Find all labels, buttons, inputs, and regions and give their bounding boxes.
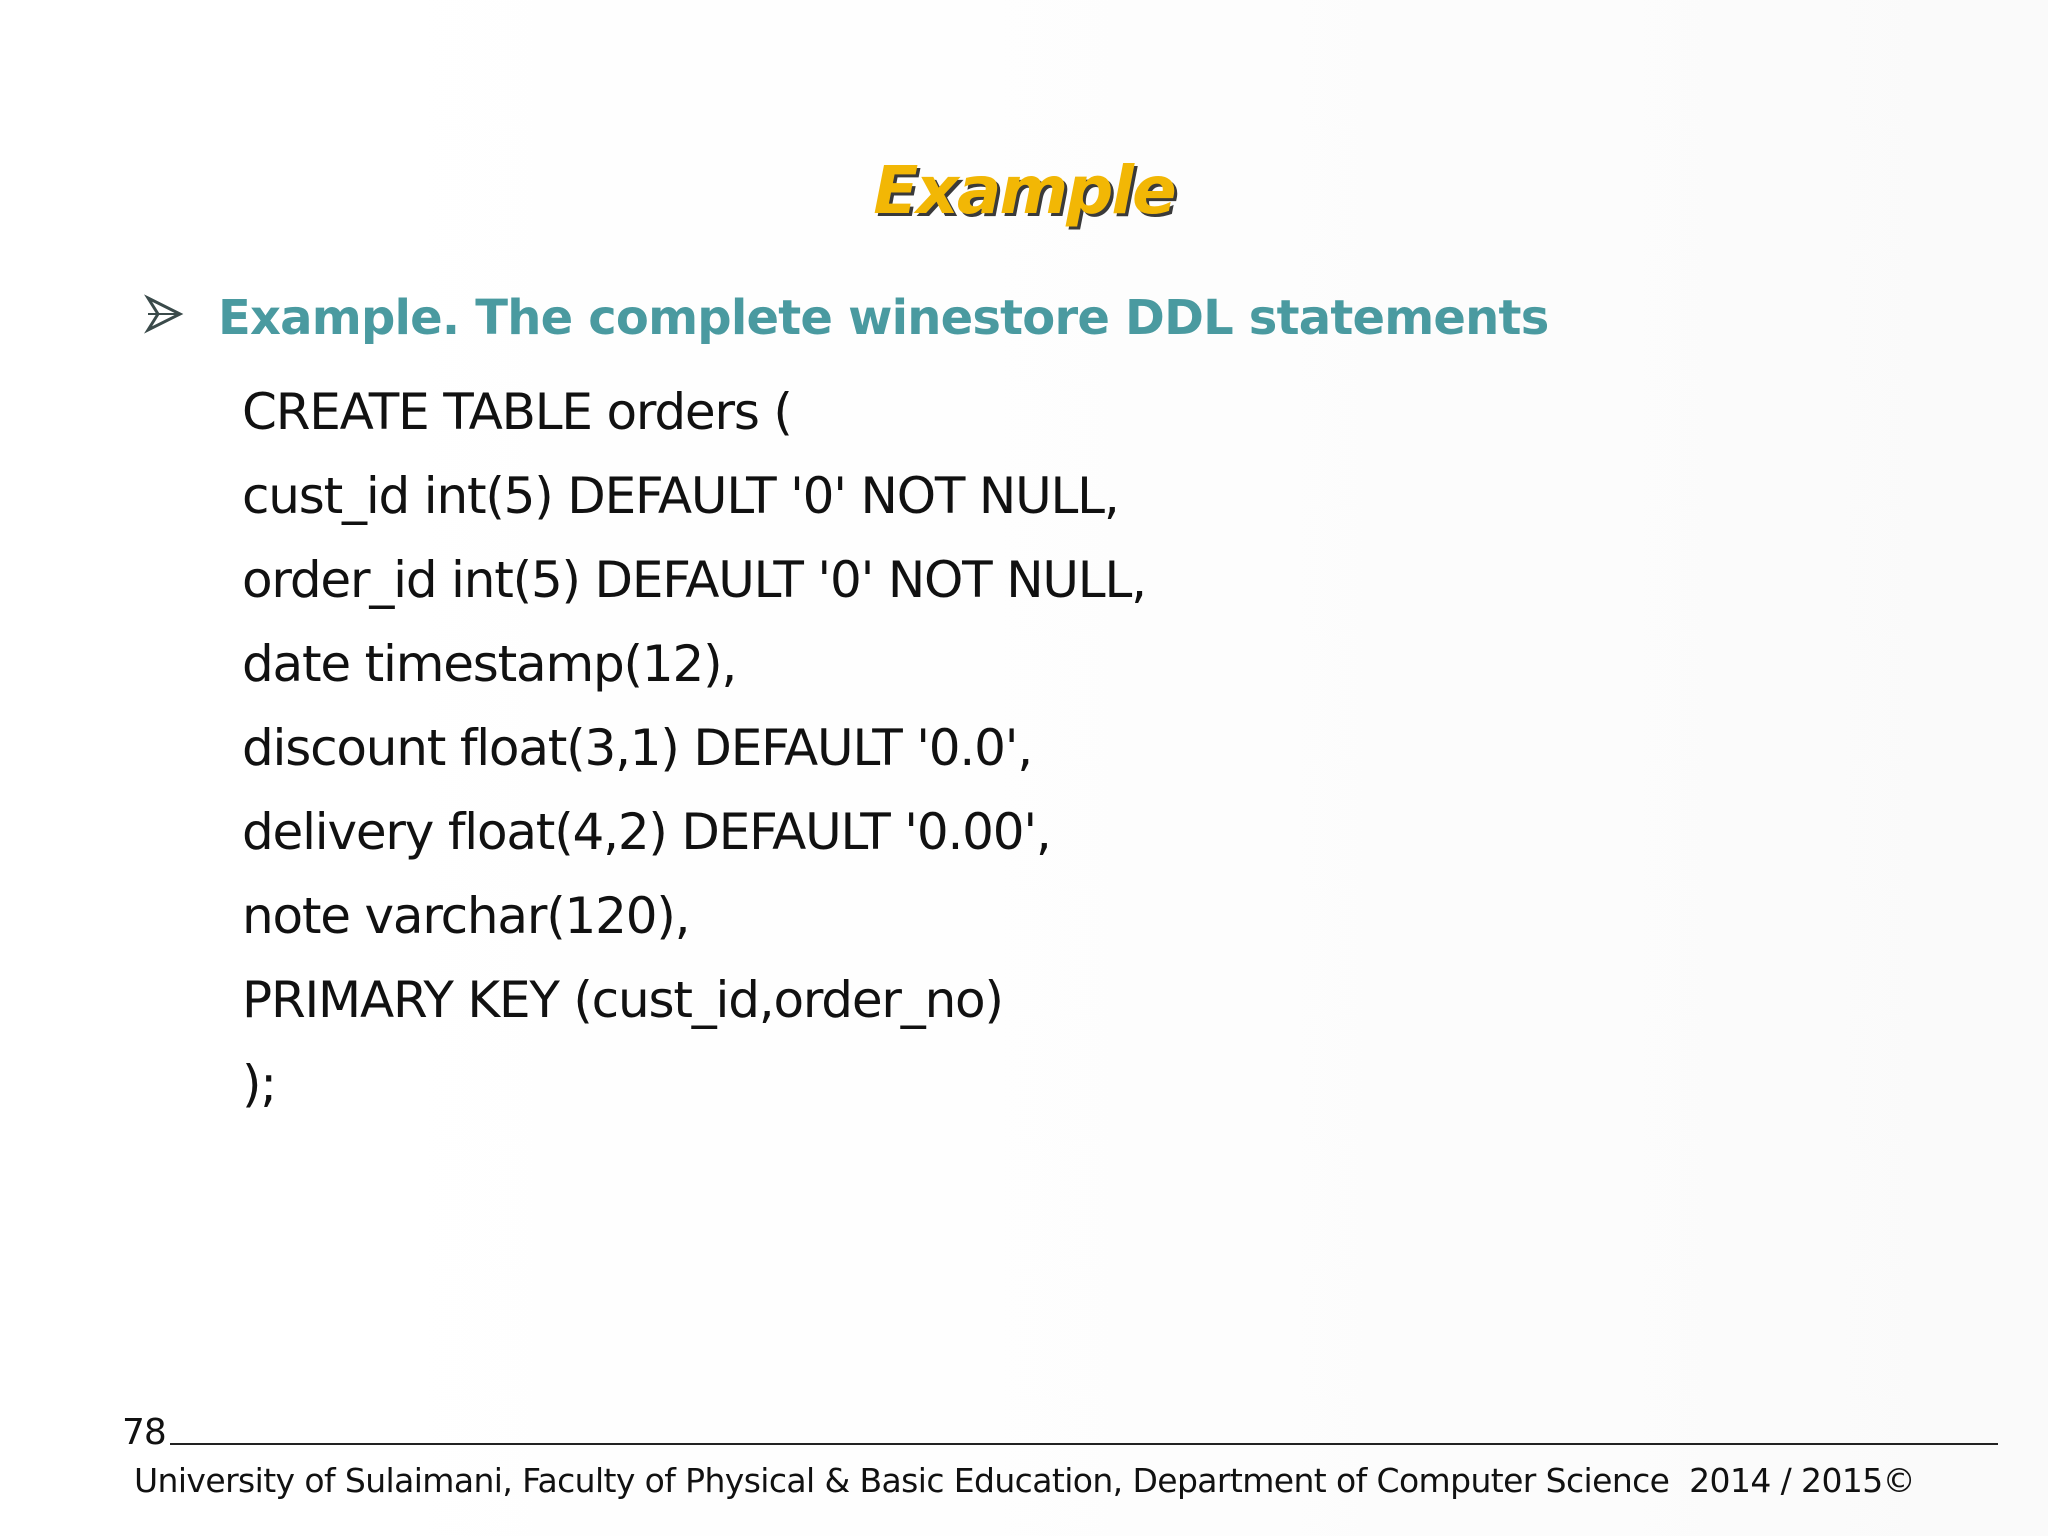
code-line: ); — [242, 1055, 276, 1113]
bullet-text: Example. The complete winestore DDL statements — [218, 290, 1549, 346]
code-line: discount float(3,1) DEFAULT '0.0', — [242, 719, 1032, 777]
slide-title: Example — [873, 152, 1175, 229]
code-line: CREATE TABLE orders ( — [242, 383, 792, 441]
code-line: delivery float(4,2) DEFAULT '0.00', — [242, 803, 1051, 861]
footer-divider — [170, 1443, 1998, 1445]
footer-text: University of Sulaimani, Faculty of Physical & Basic Education, Department of Computer Science 2014 / 2015© — [134, 1461, 1916, 1500]
ddl-code-block — [242, 370, 1146, 1126]
code-line: order_id int(5) DEFAULT '0' NOT NULL, — [242, 551, 1146, 609]
code-line: date timestamp(12), — [242, 635, 737, 693]
code-line: cust_id int(5) DEFAULT '0' NOT NULL, — [242, 467, 1119, 525]
bullet-item — [144, 290, 1548, 346]
code-line: PRIMARY KEY (cust_id,order_no) — [242, 971, 1003, 1029]
code-line: note varchar(120), — [242, 887, 690, 945]
page-number: 78 — [122, 1412, 166, 1453]
arrowhead-bullet-icon — [144, 294, 184, 334]
